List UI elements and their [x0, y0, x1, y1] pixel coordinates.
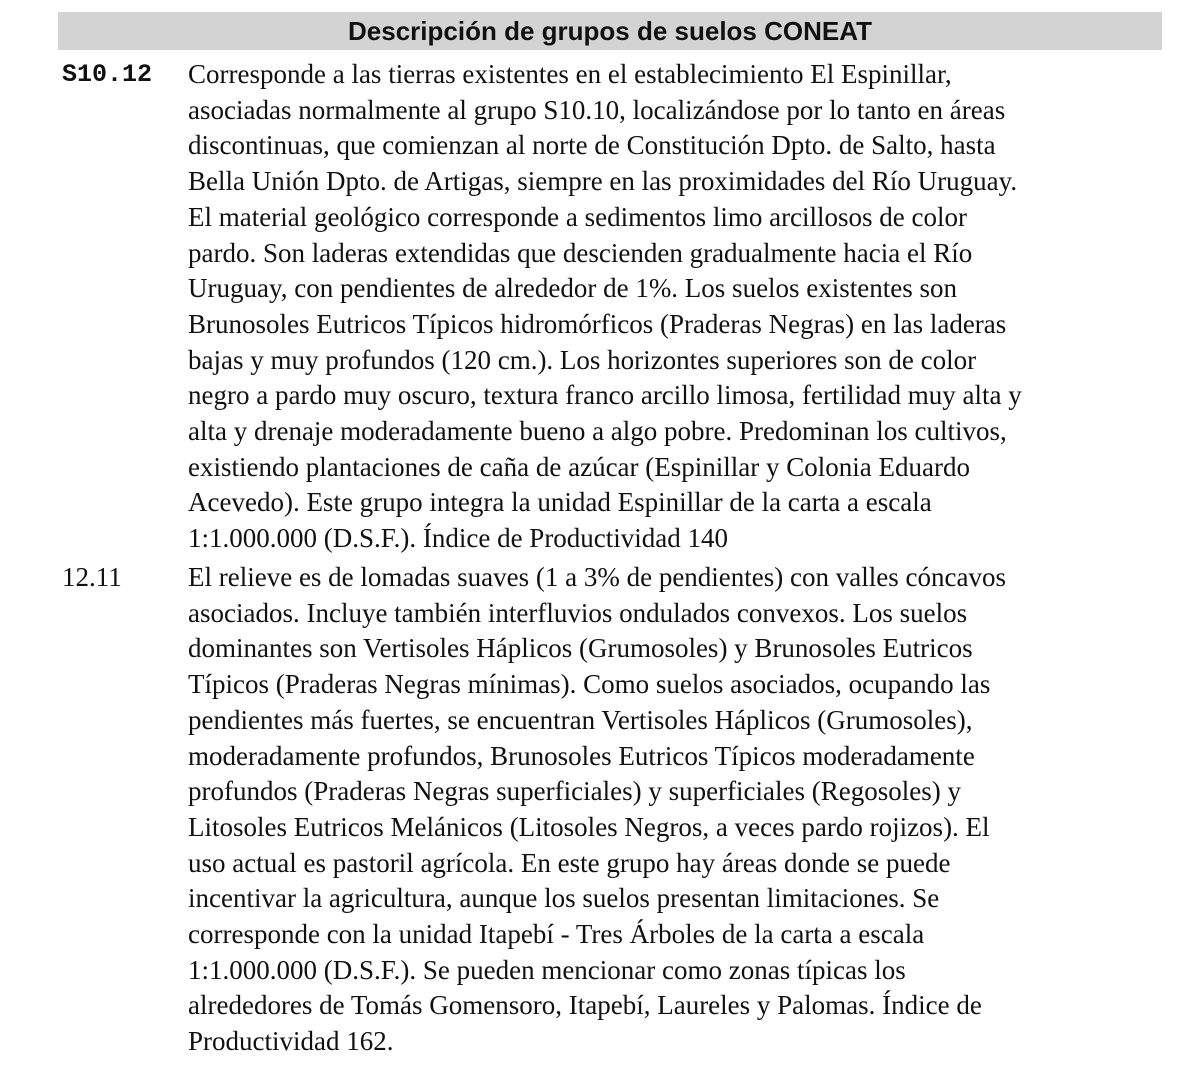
description-line: alrededores de Tomás Gomensoro, Itapebí, Laureles y Palomas. Índice de	[188, 990, 982, 1021]
description-line: alta y drenaje moderadamente bueno a algo pobre. Predominan los cultivos,	[188, 416, 1007, 447]
description-line: moderadamente profundos, Brunosoles Eutricos Típicos moderadamente	[188, 740, 975, 771]
description-line: discontinuas, que comienzan al norte de Constitución Dpto. de Salto, hasta	[188, 130, 996, 161]
group-description	[188, 57, 1022, 557]
description-line: Bella Unión Dpto. de Artigas, siempre en las proximidades del Río Uruguay.	[188, 166, 1018, 197]
page-title: Descripción de grupos de suelos CONEAT	[58, 12, 1162, 50]
description-line: Productividad 162.	[188, 1026, 394, 1057]
description-line: existiendo plantaciones de caña de azúcar (Espinillar y Colonia Eduardo	[188, 451, 970, 482]
group-code: 12.11	[62, 562, 122, 592]
description-line: dominantes son Vertisoles Háplicos (Grumosoles) y Brunosoles Eutricos	[188, 633, 973, 664]
description-line: asociados. Incluye también interfluvios ondulados convexos. Los suelos	[188, 597, 968, 628]
description-line: Brunosoles Eutricos Típicos hidromórficos (Praderas Negras) en las laderas	[188, 308, 1007, 339]
description-line: pendientes más fuertes, se encuentran Vertisoles Háplicos (Grumosoles),	[188, 704, 973, 735]
description-line: Acevedo). Este grupo integra la unidad Espinillar de la carta a escala	[188, 487, 932, 518]
description-line: Corresponde a las tierras existentes en el establecimiento El Espinillar,	[188, 59, 952, 89]
description-line: negro a pardo muy oscuro, textura franco arcillo limosa, fertilidad muy alta y	[188, 380, 1022, 411]
description-line: 1:1.000.000 (D.S.F.). Índice de Productividad 140	[188, 523, 729, 554]
description-line: Típicos (Praderas Negras mínimas). Como suelos asociados, ocupando las	[188, 669, 991, 700]
description-line: El material geológico corresponde a sedimentos limo arcillosos de color	[188, 201, 968, 232]
description-line: incentivar la agricultura, aunque los suelos presentan limitaciones. Se	[188, 883, 940, 914]
description-line: Uruguay, con pendientes de alrededor de 1%. Los suelos existentes son	[188, 273, 958, 304]
group-code: S10.12	[62, 60, 153, 89]
description-line: corresponde con la unidad Itapebí - Tres Árboles de la carta a escala	[188, 919, 925, 950]
description-line: Litosoles Eutricos Melánicos (Litosoles Negros, a veces pardo rojizos). El	[188, 811, 990, 842]
description-line: profundos (Praderas Negras superficiales) y superficiales (Regosoles) y	[188, 776, 961, 807]
description-line: 1:1.000.000 (D.S.F.). Se pueden mencionar como zonas típicas los	[188, 954, 906, 985]
group-description	[188, 560, 1006, 1060]
description-line: El relieve es de lomadas suaves (1 a 3% de pendientes) con valles cóncavos	[188, 562, 1006, 592]
description-line: bajas y muy profundos (120 cm.). Los horizontes superiores son de color	[188, 344, 977, 375]
description-line: pardo. Son laderas extendidas que descienden gradualmente hacia el Río	[188, 237, 973, 268]
description-line: asociadas normalmente al grupo S10.10, localizándose por lo tanto en áreas	[188, 94, 1006, 125]
description-line: uso actual es pastoril agrícola. En este grupo hay áreas donde se puede	[188, 847, 951, 878]
